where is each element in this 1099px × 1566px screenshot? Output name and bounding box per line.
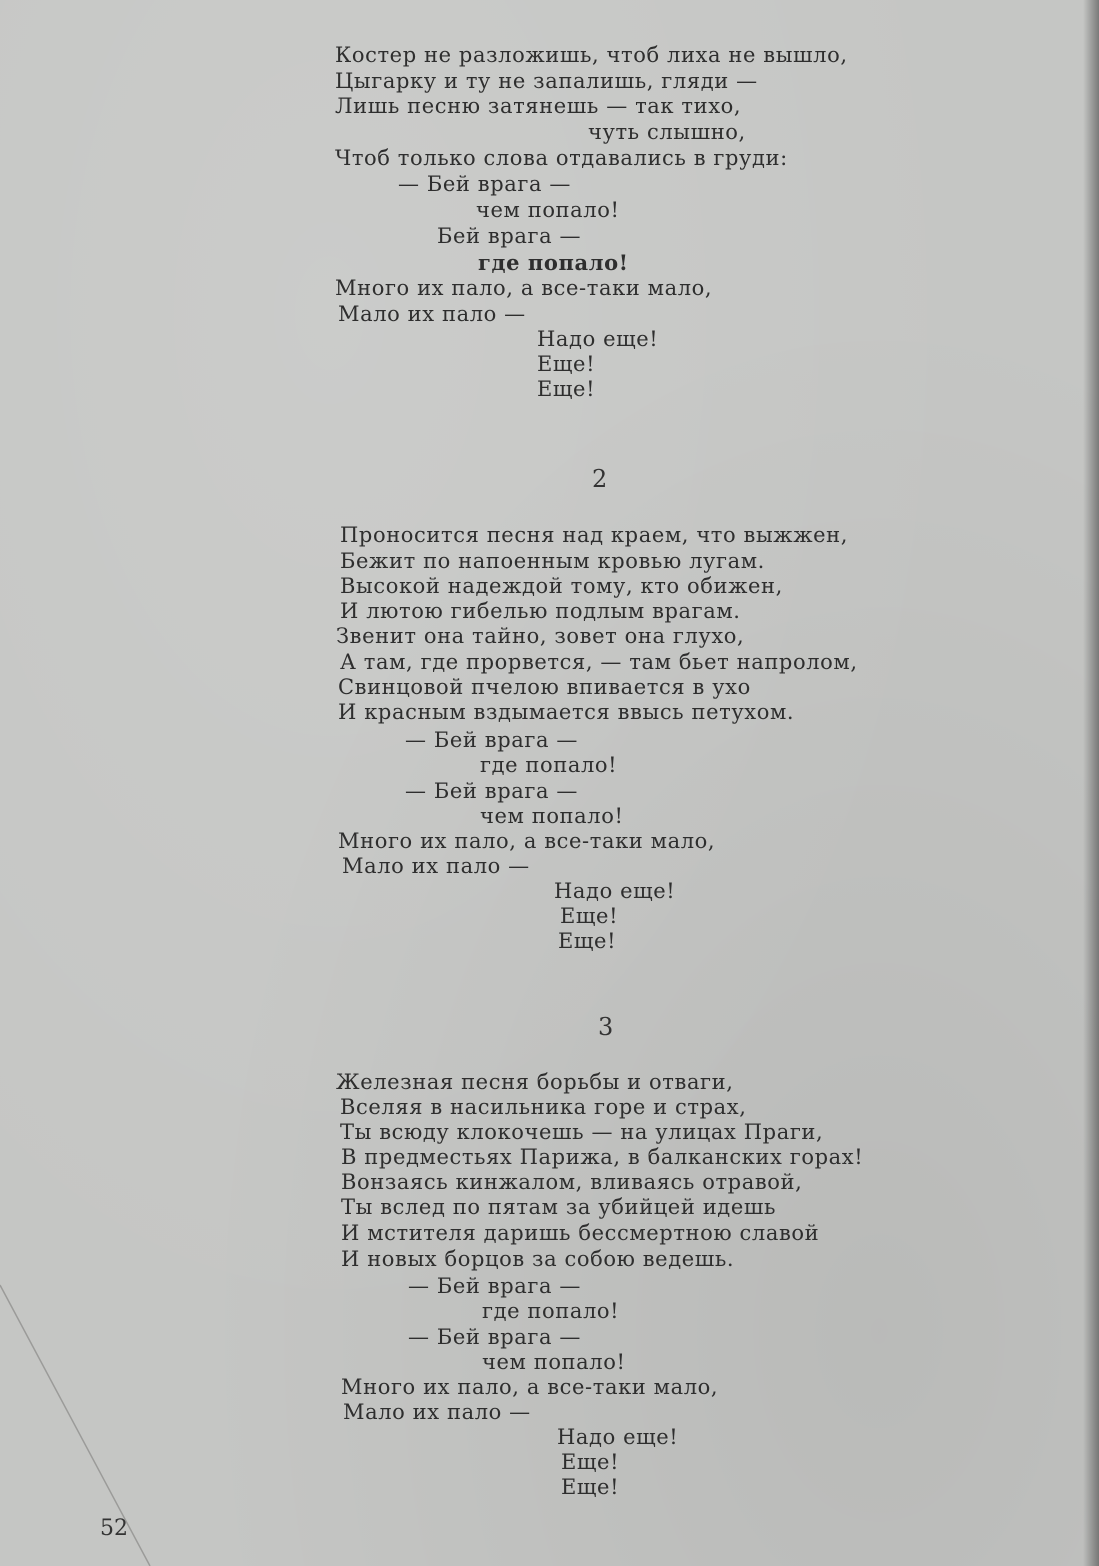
poem-line: Чтоб только слова отдавались в груди: (335, 146, 788, 170)
refrain-line: Много их пало, а все-таки мало, (338, 829, 716, 853)
page-number: 52 (100, 1516, 128, 1541)
refrain-line: где попало! (480, 753, 618, 777)
refrain-line: — Бей врага — (405, 779, 578, 803)
poem-line: Свинцовой пчелою впивается в ухо (338, 675, 751, 699)
poem-line: Бежит по напоенным кровью лугам. (340, 549, 765, 573)
refrain-line: Бей врага — (437, 224, 582, 248)
section-number: 2 (592, 465, 608, 493)
refrain-line: — Бей врага — (408, 1274, 581, 1298)
refrain-line: Еще! (537, 352, 596, 376)
poem-line: Вселяя в насильника горе и страх, (340, 1095, 747, 1119)
refrain-line: — Бей врага — (398, 172, 571, 196)
refrain-line: Еще! (561, 1450, 620, 1474)
refrain-line: — Бей врага — (405, 728, 578, 752)
poem-line: И красным вздымается ввысь петухом. (338, 700, 795, 724)
refrain-line: где попало! (482, 1299, 620, 1323)
poem-line: Железная песня борьбы и отваги, (336, 1070, 734, 1094)
refrain-line: Мало их пало — (338, 302, 526, 326)
section-number: 3 (598, 1013, 614, 1041)
refrain-line: Надо еще! (557, 1425, 679, 1449)
refrain-line: Еще! (560, 904, 619, 928)
refrain-line: Мало их пало — (342, 854, 530, 878)
refrain-line: чем попало! (480, 804, 624, 828)
poem-line: чуть слышно, (588, 120, 746, 144)
poem-line: Звенит она тайно, зовет она глухо, (336, 624, 745, 648)
poem-line: Ты вслед по пятам за убийцей идешь (341, 1195, 777, 1219)
poem-line: Цыгарку и ту не запалишь, гляди — (335, 69, 758, 93)
poem-line: В предместьях Парижа, в балканских горах! (341, 1145, 864, 1169)
refrain-line: Еще! (537, 377, 596, 401)
poem-line: И мстителя даришь бессмертною славой (341, 1221, 820, 1245)
poem-line: И новых борцов за собою ведешь. (341, 1247, 735, 1271)
refrain-line: — Бей врага — (408, 1325, 581, 1349)
poem-line: Проносится песня над краем, что выжжен, (340, 523, 849, 547)
refrain-line: Еще! (561, 1475, 620, 1499)
refrain-line: Много их пало, а все-таки мало, (335, 276, 713, 300)
poem-line: Лишь песню затянешь — так тихо, (335, 94, 742, 118)
poem-line: Вонзаясь кинжалом, вливаясь отравой, (341, 1170, 803, 1194)
poem-line: И лютою гибелью подлым врагам. (340, 599, 741, 623)
refrain-line: где попало! (478, 250, 629, 275)
refrain-line: чем попало! (482, 1350, 626, 1374)
refrain-line: Много их пало, а все-таки мало, (341, 1375, 719, 1399)
refrain-line: Мало их пало — (343, 1400, 531, 1424)
page-edge-shadow (1083, 0, 1099, 1566)
poem-line: А там, где прорвется, — там бьет напролом, (340, 650, 858, 674)
refrain-line: Надо еще! (554, 879, 676, 903)
refrain-line: Еще! (558, 929, 617, 953)
poem-line: Высокой надеждой тому, кто обижен, (340, 574, 783, 598)
poem-line: Ты всюду клокочешь — на улицах Праги, (340, 1120, 824, 1144)
refrain-line: Надо еще! (537, 327, 659, 351)
refrain-line: чем попало! (476, 198, 620, 222)
poem-line: Костер не разложишь, чтоб лиха не вышло, (335, 43, 848, 67)
